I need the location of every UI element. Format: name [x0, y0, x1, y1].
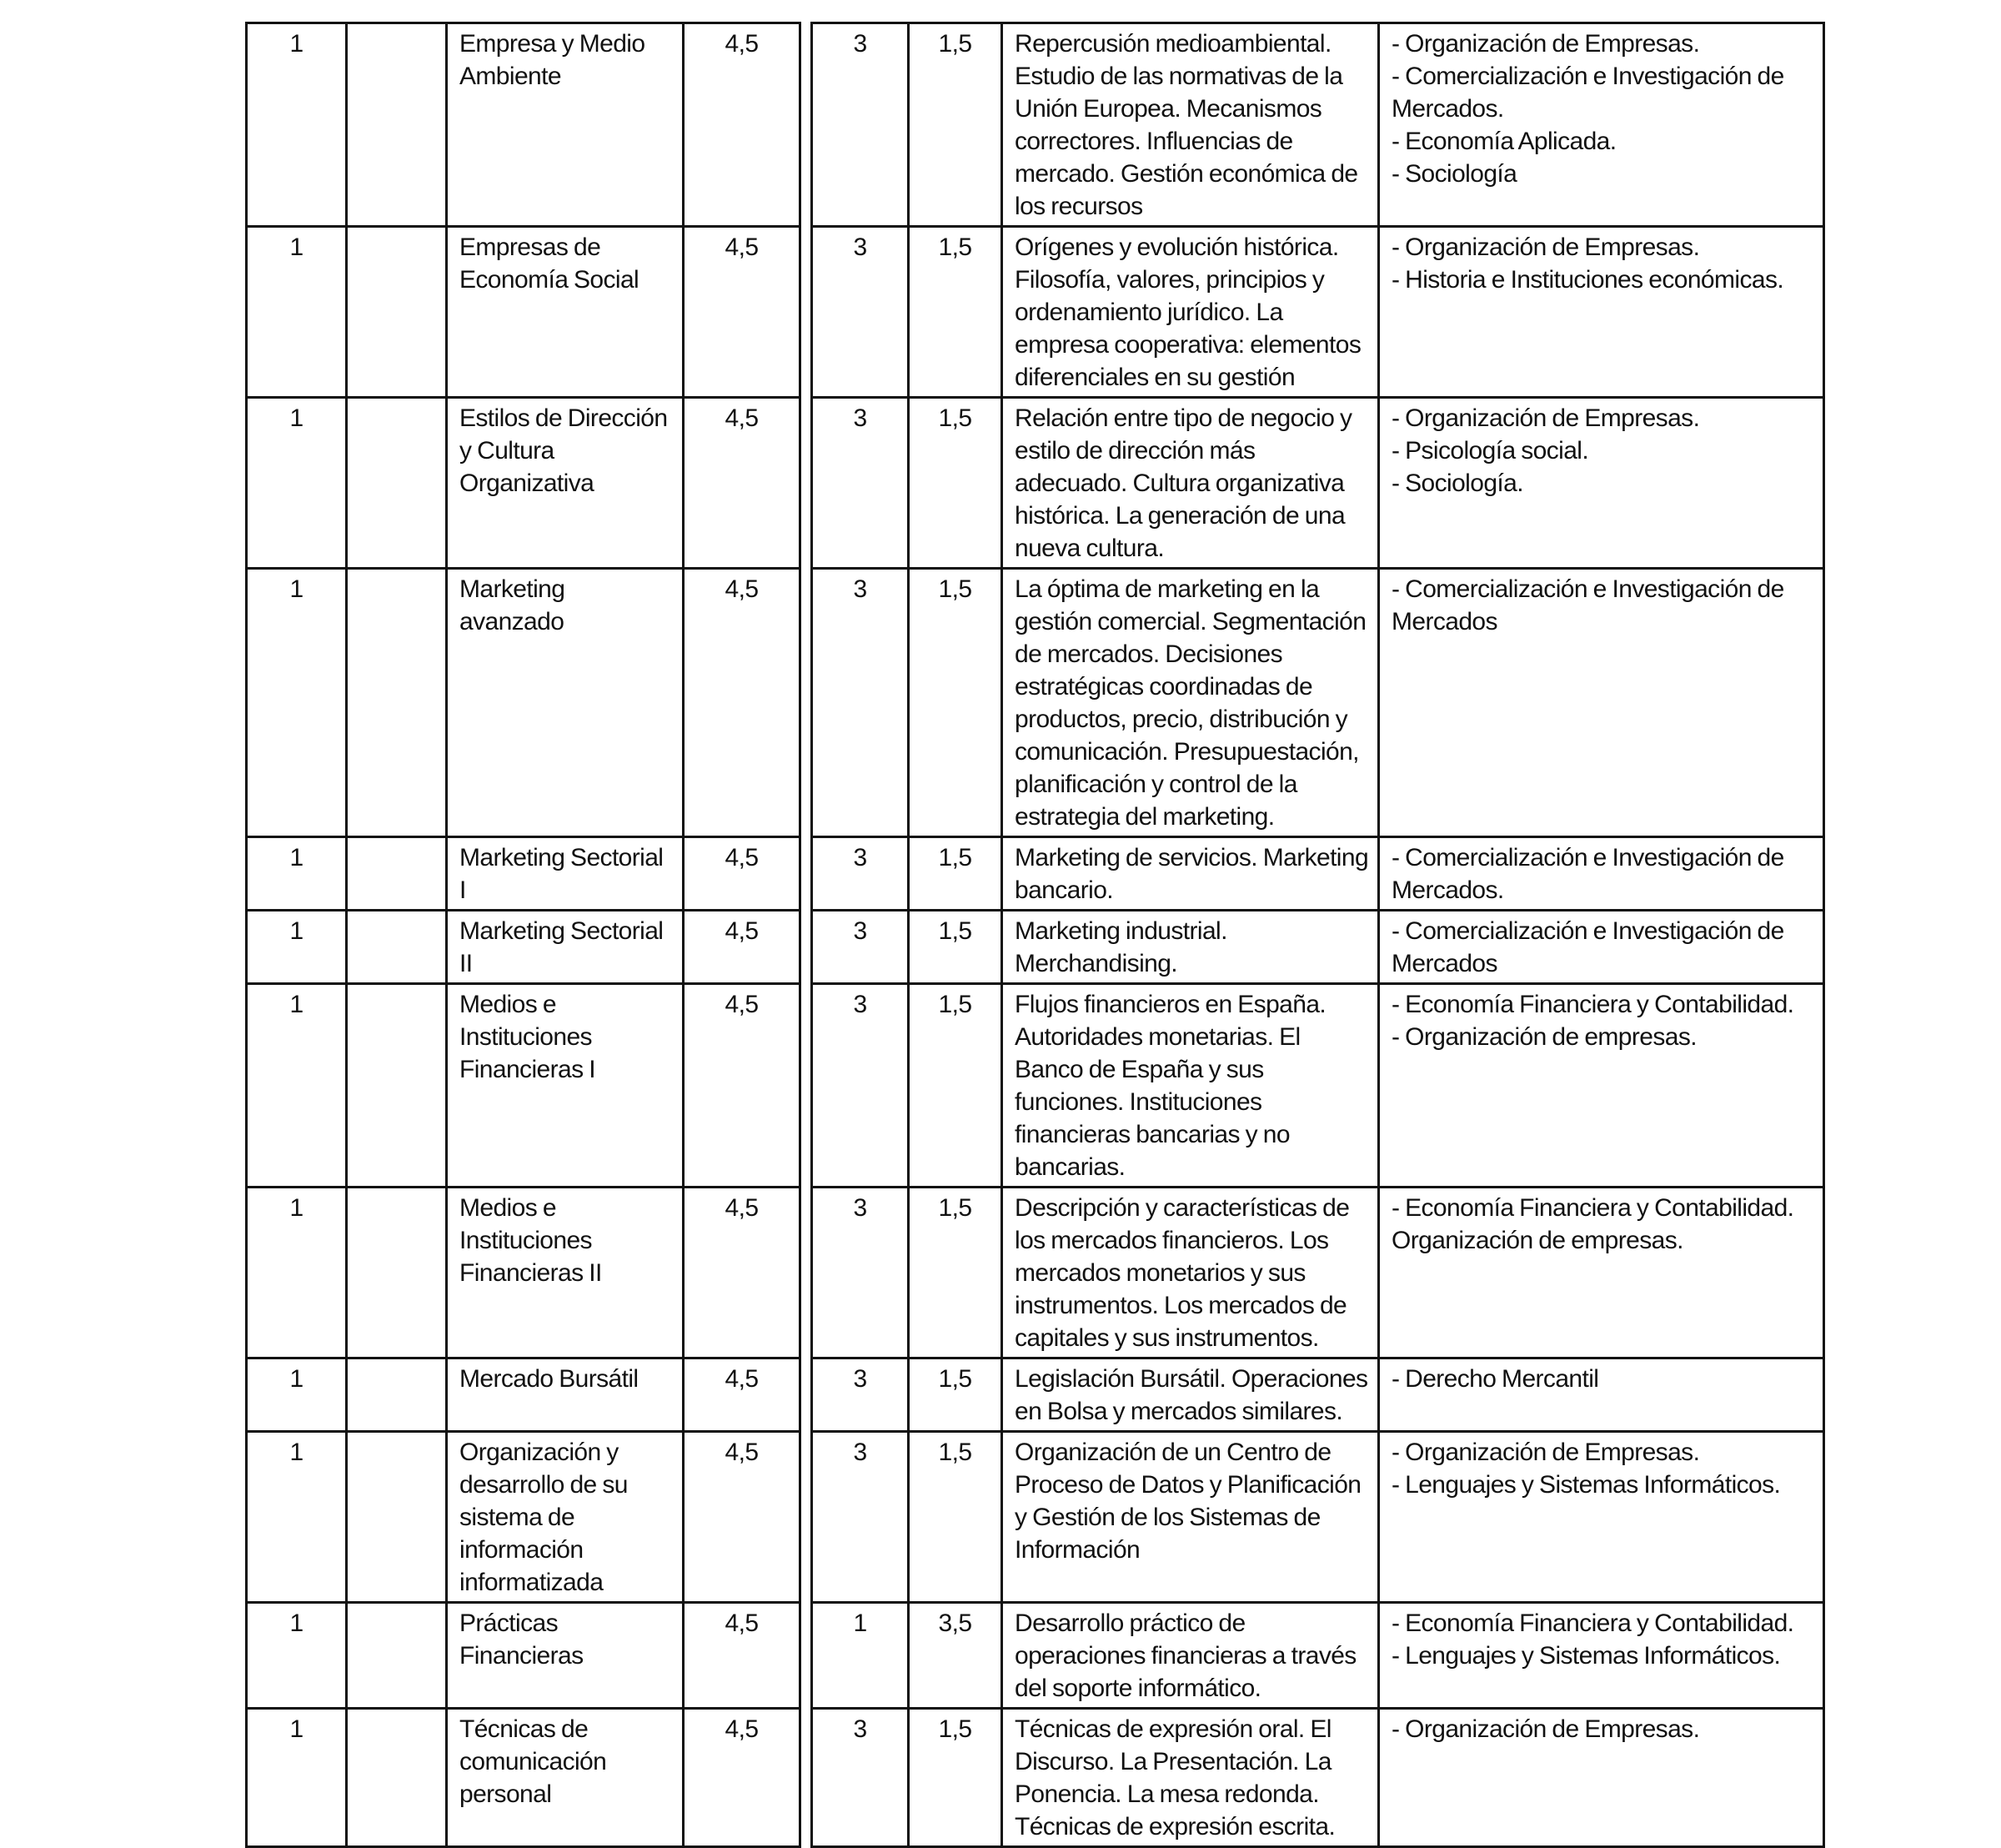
descriptors-cell	[1002, 1603, 1379, 1709]
total-credits-cell	[684, 1709, 800, 1847]
total-credits-text: 4,5	[725, 844, 759, 871]
practice-credits-cell	[909, 1358, 1002, 1432]
knowledge-area-item: - Economía Financiera y Contabilidad.	[1392, 1609, 1794, 1637]
subjects-table	[245, 22, 1825, 1848]
practice-credits-cell	[909, 1432, 1002, 1603]
practice-credits-text: 1,5	[938, 844, 972, 871]
subject-name-text: Empresa y Medio Ambiente	[459, 30, 645, 90]
theory-credits-text: 3	[853, 991, 867, 1018]
subject-name-cell	[447, 1358, 684, 1432]
theory-credits-cell	[812, 1188, 909, 1358]
descriptors-text: Repercusión medioambiental. Estudio de las normativas de la Unión Europea. Mecanismos correctores. Influencias de mercado. Gestión económica de los recursos	[1015, 30, 1358, 220]
course-text: 1	[289, 1194, 303, 1222]
subject-name-text: Marketing Sectorial II	[459, 917, 664, 977]
practice-credits-text: 1,5	[938, 991, 972, 1018]
table-row	[247, 837, 1824, 911]
descriptors-text: Descripción y características de los mercados financieros. Los mercados monetarios y sus instrumentos. Los mercados de capitales y sus instrumentos.	[1015, 1194, 1350, 1352]
course-cell	[247, 984, 347, 1188]
course-text: 1	[289, 991, 303, 1018]
theory-credits-text: 3	[853, 1194, 867, 1222]
subject-name-text: Técnicas de comunicación personal	[459, 1715, 607, 1808]
subject-name-text: Empresas de Economía Social	[459, 234, 639, 294]
subject-name-cell	[447, 1603, 684, 1709]
practice-credits-text: 1,5	[938, 1715, 972, 1743]
course-cell	[247, 569, 347, 837]
knowledge-area-item: - Comercialización e Investigación de Mercados	[1392, 917, 1784, 977]
subject-name-cell	[447, 227, 684, 398]
subject-name-text: Mercado Bursátil	[459, 1365, 639, 1393]
total-credits-text: 4,5	[725, 917, 759, 945]
knowledge-area-item: - Comercialización e Investigación de Mercados.	[1392, 844, 1784, 904]
code-cell	[347, 23, 447, 227]
theory-credits-cell	[812, 837, 909, 911]
subject-name-cell	[447, 911, 684, 984]
theory-credits-text: 3	[853, 575, 867, 603]
course-text: 1	[289, 1715, 303, 1743]
descriptors-cell	[1002, 569, 1379, 837]
practice-credits-text: 1,5	[938, 575, 972, 603]
table-row	[247, 1709, 1824, 1847]
practice-credits-cell	[909, 911, 1002, 984]
subject-name-text: Medios e Instituciones Financieras II	[459, 1194, 602, 1287]
course-text: 1	[289, 1609, 303, 1637]
practice-credits-text: 1,5	[938, 404, 972, 432]
knowledge-areas-cell	[1379, 398, 1824, 569]
descriptors-text: Organización de un Centro de Proceso de Datos y Planificación y Gestión de los Sistemas de Información	[1015, 1439, 1362, 1564]
descriptors-text: Flujos financieros en España. Autoridades monetarias. El Banco de España y sus funciones. Instituciones financieras bancarias y no bancarias.	[1015, 991, 1326, 1181]
subject-name-cell	[447, 23, 684, 227]
course-cell	[247, 1358, 347, 1432]
practice-credits-text: 1,5	[938, 1194, 972, 1222]
code-cell	[347, 227, 447, 398]
descriptors-text: Desarrollo práctico de operaciones financieras a través del soporte informático.	[1015, 1609, 1357, 1702]
theory-credits-cell	[812, 1603, 909, 1709]
descriptors-cell	[1002, 398, 1379, 569]
column-gap	[800, 911, 812, 984]
descriptors-cell	[1002, 1358, 1379, 1432]
subject-name-text: Prácticas Financieras	[459, 1609, 584, 1670]
column-gap	[800, 227, 812, 398]
total-credits-text: 4,5	[725, 1365, 759, 1393]
theory-credits-text: 3	[853, 404, 867, 432]
table-body	[247, 23, 1824, 1847]
code-cell	[347, 1432, 447, 1603]
total-credits-cell	[684, 227, 800, 398]
knowledge-area-item: - Psicología social.	[1392, 437, 1589, 465]
knowledge-areas-cell	[1379, 984, 1824, 1188]
descriptors-cell	[1002, 23, 1379, 227]
theory-credits-text: 3	[853, 844, 867, 871]
descriptors-cell	[1002, 227, 1379, 398]
column-gap	[800, 1188, 812, 1358]
practice-credits-cell	[909, 23, 1002, 227]
practice-credits-cell	[909, 837, 1002, 911]
practice-credits-text: 3,5	[938, 1609, 972, 1637]
practice-credits-cell	[909, 1188, 1002, 1358]
course-cell	[247, 1188, 347, 1358]
course-text: 1	[289, 30, 303, 58]
theory-credits-cell	[812, 23, 909, 227]
total-credits-cell	[684, 1603, 800, 1709]
knowledge-area-item: Organización de empresas.	[1392, 1227, 1683, 1254]
course-cell	[247, 227, 347, 398]
code-cell	[347, 569, 447, 837]
knowledge-area-item: - Comercialización e Investigación de Mercados.	[1392, 63, 1784, 123]
theory-credits-text: 3	[853, 917, 867, 945]
total-credits-cell	[684, 569, 800, 837]
total-credits-text: 4,5	[725, 1715, 759, 1743]
knowledge-areas-cell	[1379, 1709, 1824, 1847]
course-text: 1	[289, 1439, 303, 1466]
total-credits-cell	[684, 398, 800, 569]
code-cell	[347, 911, 447, 984]
table-row	[247, 1603, 1824, 1709]
table-row	[247, 398, 1824, 569]
course-text: 1	[289, 234, 303, 261]
descriptors-text: Orígenes y evolución histórica. Filosofía, valores, principios y ordenamiento jurídico. La empresa cooperativa: elementos diferenciales en su gestión	[1015, 234, 1362, 391]
theory-credits-cell	[812, 911, 909, 984]
subject-name-cell	[447, 984, 684, 1188]
knowledge-area-item: - Organización de Empresas.	[1392, 1439, 1700, 1466]
total-credits-cell	[684, 1358, 800, 1432]
table-row	[247, 911, 1824, 984]
descriptors-cell	[1002, 837, 1379, 911]
practice-credits-text: 1,5	[938, 30, 972, 58]
knowledge-area-item: - Organización de Empresas.	[1392, 30, 1700, 58]
knowledge-area-item: - Lenguajes y Sistemas Informáticos.	[1392, 1471, 1781, 1499]
practice-credits-cell	[909, 1603, 1002, 1709]
descriptors-text: Marketing industrial. Merchandising.	[1015, 917, 1227, 977]
subject-name-cell	[447, 837, 684, 911]
descriptors-cell	[1002, 1709, 1379, 1847]
knowledge-area-item: - Sociología.	[1392, 470, 1523, 497]
column-gap	[800, 1603, 812, 1709]
course-text: 1	[289, 917, 303, 945]
theory-credits-cell	[812, 398, 909, 569]
table-row	[247, 23, 1824, 227]
course-text: 1	[289, 575, 303, 603]
knowledge-area-item: - Derecho Mercantil	[1392, 1365, 1599, 1393]
practice-credits-cell	[909, 984, 1002, 1188]
knowledge-areas-cell	[1379, 1603, 1824, 1709]
table-row	[247, 569, 1824, 837]
total-credits-cell	[684, 911, 800, 984]
code-cell	[347, 398, 447, 569]
subject-name-cell	[447, 569, 684, 837]
course-text: 1	[289, 844, 303, 871]
descriptors-text: Marketing de servicios. Marketing bancario.	[1015, 844, 1369, 904]
course-cell	[247, 23, 347, 227]
code-cell	[347, 1358, 447, 1432]
practice-credits-text: 1,5	[938, 234, 972, 261]
code-cell	[347, 1709, 447, 1847]
theory-credits-text: 1	[853, 1609, 867, 1637]
knowledge-areas-cell	[1379, 1432, 1824, 1603]
theory-credits-text: 3	[853, 30, 867, 58]
code-cell	[347, 1603, 447, 1709]
knowledge-area-item: - Comercialización e Investigación de Mercados	[1392, 575, 1784, 635]
course-cell	[247, 1432, 347, 1603]
knowledge-areas-cell	[1379, 1188, 1824, 1358]
total-credits-cell	[684, 1432, 800, 1603]
knowledge-areas-cell	[1379, 227, 1824, 398]
descriptors-cell	[1002, 911, 1379, 984]
practice-credits-cell	[909, 398, 1002, 569]
descriptors-cell	[1002, 984, 1379, 1188]
subject-name-text: Organización y desarrollo de su sistema de información informatizada	[459, 1439, 628, 1596]
column-gap	[800, 569, 812, 837]
course-cell	[247, 1709, 347, 1847]
table-row	[247, 984, 1824, 1188]
subject-name-cell	[447, 1432, 684, 1603]
descriptors-cell	[1002, 1432, 1379, 1603]
knowledge-area-item: - Economía Financiera y Contabilidad.	[1392, 991, 1794, 1018]
column-gap	[800, 23, 812, 227]
table-row	[247, 1188, 1824, 1358]
descriptors-text: La óptima de marketing en la gestión comercial. Segmentación de mercados. Decisiones estratégicas coordinadas de productos, precio, distribución y comunicación. Presupuestación, planificación y control de la estrategia del marketing.	[1015, 575, 1367, 831]
theory-credits-cell	[812, 1358, 909, 1432]
theory-credits-cell	[812, 1709, 909, 1847]
descriptors-cell	[1002, 1188, 1379, 1358]
descriptors-text: Legislación Bursátil. Operaciones en Bolsa y mercados similares.	[1015, 1365, 1368, 1425]
column-gap	[800, 837, 812, 911]
knowledge-areas-cell	[1379, 1358, 1824, 1432]
subject-name-cell	[447, 1709, 684, 1847]
knowledge-area-item: - Economía Aplicada.	[1392, 128, 1617, 155]
practice-credits-cell	[909, 227, 1002, 398]
course-text: 1	[289, 404, 303, 432]
total-credits-cell	[684, 984, 800, 1188]
practice-credits-cell	[909, 569, 1002, 837]
knowledge-area-item: - Historia e Instituciones económicas.	[1392, 266, 1784, 294]
subject-name-cell	[447, 398, 684, 569]
knowledge-areas-cell	[1379, 911, 1824, 984]
total-credits-text: 4,5	[725, 234, 759, 261]
code-cell	[347, 984, 447, 1188]
theory-credits-text: 3	[853, 234, 867, 261]
subject-name-cell	[447, 1188, 684, 1358]
course-cell	[247, 911, 347, 984]
subject-name-text: Estilos de Dirección y Cultura Organizativa	[459, 404, 668, 497]
knowledge-areas-cell	[1379, 569, 1824, 837]
theory-credits-cell	[812, 569, 909, 837]
practice-credits-text: 1,5	[938, 917, 972, 945]
knowledge-area-item: - Lenguajes y Sistemas Informáticos.	[1392, 1642, 1781, 1670]
practice-credits-cell	[909, 1709, 1002, 1847]
code-cell	[347, 1188, 447, 1358]
theory-credits-cell	[812, 1432, 909, 1603]
knowledge-area-item: - Economía Financiera y Contabilidad.	[1392, 1194, 1794, 1222]
total-credits-cell	[684, 23, 800, 227]
total-credits-text: 4,5	[725, 404, 759, 432]
knowledge-area-item: - Sociología	[1392, 160, 1517, 188]
total-credits-text: 4,5	[725, 1439, 759, 1466]
practice-credits-text: 1,5	[938, 1365, 972, 1393]
knowledge-areas-cell	[1379, 23, 1824, 227]
knowledge-area-item: - Organización de Empresas.	[1392, 1715, 1700, 1743]
knowledge-areas-cell	[1379, 837, 1824, 911]
total-credits-cell	[684, 1188, 800, 1358]
theory-credits-text: 3	[853, 1715, 867, 1743]
descriptors-text: Técnicas de expresión oral. El Discurso. La Presentación. La Ponencia. La mesa redonda. Técnicas de expresión escrita.	[1015, 1715, 1336, 1840]
subject-name-text: Marketing Sectorial I	[459, 844, 664, 904]
total-credits-text: 4,5	[725, 1194, 759, 1222]
knowledge-area-item: - Organización de Empresas.	[1392, 404, 1700, 432]
table-row	[247, 227, 1824, 398]
theory-credits-cell	[812, 227, 909, 398]
total-credits-text: 4,5	[725, 575, 759, 603]
column-gap	[800, 1432, 812, 1603]
total-credits-text: 4,5	[725, 991, 759, 1018]
practice-credits-text: 1,5	[938, 1439, 972, 1466]
table-row	[247, 1358, 1824, 1432]
code-cell	[347, 837, 447, 911]
theory-credits-text: 3	[853, 1365, 867, 1393]
theory-credits-cell	[812, 984, 909, 1188]
column-gap	[800, 1709, 812, 1847]
column-gap	[800, 398, 812, 569]
descriptors-text: Relación entre tipo de negocio y estilo de dirección más adecuado. Cultura organizativa histórica. La generación de una nueva cultura.	[1015, 404, 1352, 562]
course-cell	[247, 837, 347, 911]
subject-name-text: Medios e Instituciones Financieras I	[459, 991, 595, 1083]
column-gap	[800, 1358, 812, 1432]
knowledge-area-item: - Organización de Empresas.	[1392, 234, 1700, 261]
course-cell	[247, 1603, 347, 1709]
knowledge-area-item: - Organización de empresas.	[1392, 1023, 1697, 1051]
column-gap	[800, 984, 812, 1188]
table-row	[247, 1432, 1824, 1603]
course-text: 1	[289, 1365, 303, 1393]
subject-name-text: Marketing avanzado	[459, 575, 565, 635]
total-credits-text: 4,5	[725, 1609, 759, 1637]
total-credits-cell	[684, 837, 800, 911]
course-cell	[247, 398, 347, 569]
theory-credits-text: 3	[853, 1439, 867, 1466]
total-credits-text: 4,5	[725, 30, 759, 58]
